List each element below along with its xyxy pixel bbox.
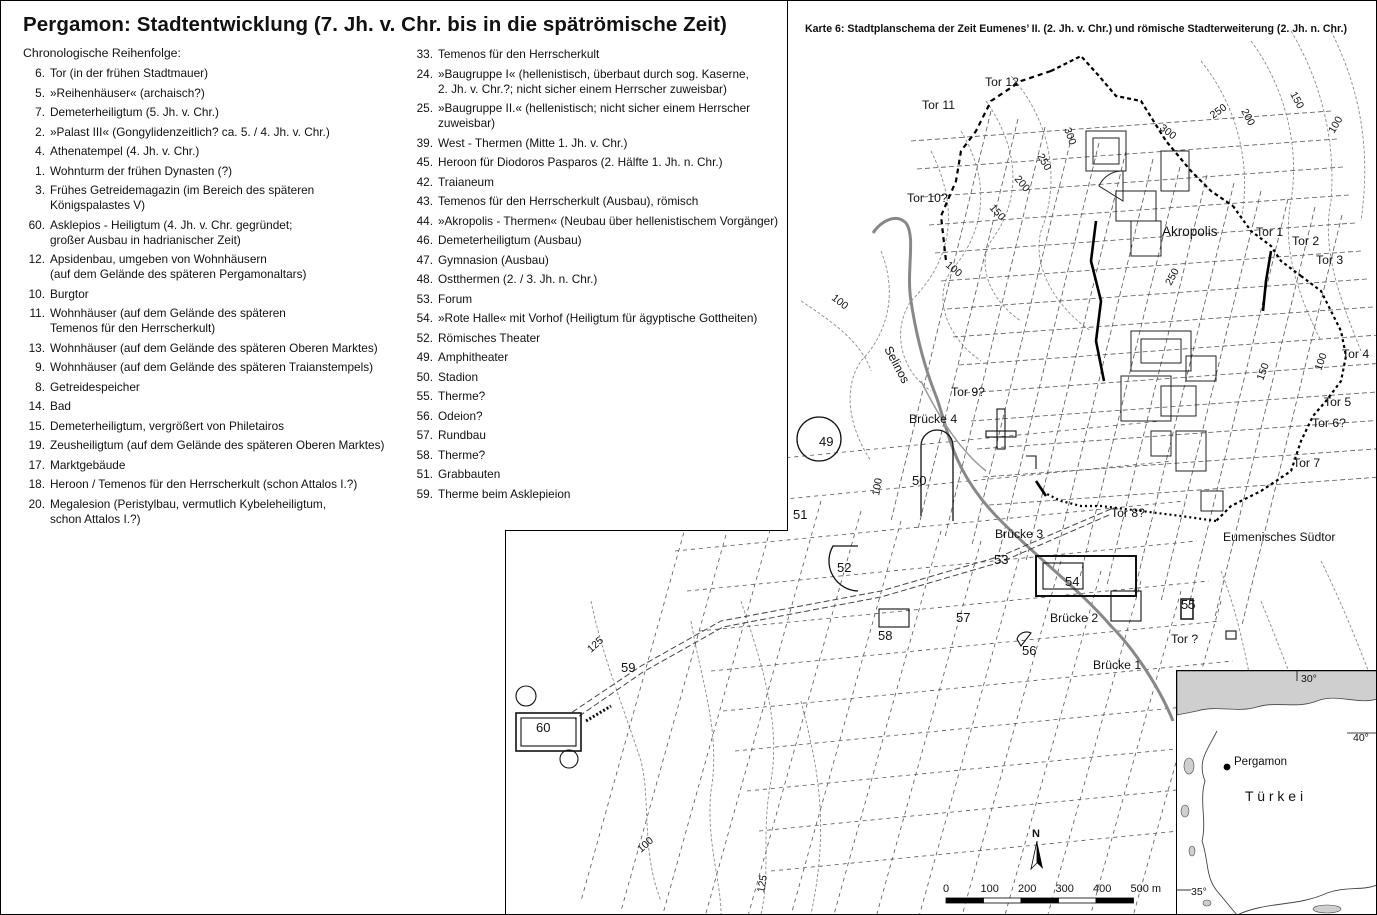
legend-item: [415, 233, 783, 248]
legend-item-number: 42.: [416, 174, 433, 189]
legend-item-text: Asklepios - Heiligtum (4. Jh. v. Chr. gegründet; großer Ausbau in hadrianischer Zeit): [50, 217, 293, 247]
legend-item-text: Therme?: [438, 447, 486, 462]
contour-line: [901, 151, 949, 391]
legend-item-number: 2.: [35, 124, 45, 139]
contour-line: [801, 301, 871, 371]
street-line: [918, 119, 1018, 529]
street-line: [989, 475, 1376, 505]
legend-item: [23, 438, 393, 453]
scale-bar: [943, 883, 1161, 903]
street-line: [699, 581, 1209, 631]
legend-item-number: 17.: [28, 457, 45, 472]
scale-tick-label: 300: [1055, 883, 1074, 895]
legend-item-number: 48.: [416, 272, 433, 286]
legend-item: [23, 419, 393, 434]
legend-item: [415, 136, 783, 151]
tor-5-label: Tor 5: [1324, 395, 1352, 409]
contour-150-b: 150: [986, 201, 1008, 224]
street-line: [711, 621, 1221, 671]
legend-item-number: 51.: [416, 467, 433, 481]
contour-line: [1201, 61, 1245, 221]
page-title: Pergamon: Stadtentwicklung (7. Jh. v. Chr. bis in die spätrömische Zeit): [23, 13, 727, 36]
legend-item-number: 7.: [35, 105, 45, 119]
num-58-label: 58: [878, 628, 893, 643]
legend-item-text: Grabbauten: [438, 467, 501, 481]
legend-item-number: 54.: [416, 311, 433, 325]
contour-line: [801, 701, 821, 914]
legend-item-text: Stadion: [438, 369, 479, 384]
num-50-label: 50: [912, 473, 927, 488]
legend-item-text: Wohnhäuser (auf dem Gelände des späteren Temenos für den Herrscherkult): [50, 306, 286, 335]
bruecke-2-label: Brücke 2: [1050, 611, 1099, 625]
inset-south-coast: [1237, 885, 1377, 915]
legend-item: [415, 47, 783, 62]
map-title: Karte 6: Stadtplanschema der Zeit Eumenes’ II. (2. Jh. v. Chr.) und römische Stadterweiterung (2. Jh. n. Chr.): [805, 23, 1347, 35]
legend-item-number: 56.: [416, 408, 433, 423]
inset-city-label: Pergamon: [1234, 756, 1288, 768]
street-line: [945, 127, 1045, 537]
scale-tick-label: 200: [1018, 883, 1037, 895]
legend-item-text: Gymnasion (Ausbau): [438, 252, 549, 267]
num-55-label: 55: [1181, 597, 1196, 612]
street-line: [1215, 207, 1315, 617]
contour-125-a: 125: [584, 634, 607, 656]
tor-6-label: Tor 6?: [1312, 416, 1346, 430]
inset-coast-north: [1177, 671, 1377, 715]
legend-panel-lower: [1, 530, 506, 914]
tor-2-label: Tor 2: [1292, 234, 1320, 248]
legend-item: [23, 341, 393, 356]
legend-item-number: 33.: [416, 47, 433, 61]
tor-8-label: Tor 8?: [1111, 506, 1145, 520]
legend-item: [415, 101, 783, 131]
legend-item-number: 53.: [416, 291, 433, 306]
legend-item-text: »Palast III« (Gongylidenzeitlich? ca. 5. / 4. Jh. v. Chr.): [50, 124, 330, 139]
contour-line: [691, 621, 721, 914]
contour-200-b: 200: [1011, 173, 1033, 195]
legend-item-text: Traianeum: [438, 174, 494, 189]
street-line: [953, 307, 1373, 337]
street-line: [911, 111, 1331, 141]
legend-item-number: 46.: [416, 233, 433, 247]
legend-item-number: 60.: [28, 217, 45, 232]
num-51-label: 51: [793, 507, 808, 522]
street-line: [1134, 183, 1234, 593]
tor-7-label: Tor 7: [1293, 456, 1321, 470]
scale-segment: [946, 898, 984, 903]
legend-item-text: Amphitheater: [438, 350, 509, 364]
street-line: [891, 111, 991, 521]
eumenisches-suedtor-label: Eumenisches Südtor: [1223, 530, 1336, 544]
legend-item: [23, 380, 393, 395]
legend-item-number: 18.: [28, 477, 45, 491]
tor-10-label: Tor 10?: [907, 191, 948, 205]
legend-item-text: Römisches Theater: [438, 330, 541, 345]
contour-150-a: 150: [1287, 89, 1307, 111]
legend-item-number: 44.: [416, 213, 433, 228]
legend-item-number: 4.: [35, 144, 45, 158]
legend-item-number: 5.: [35, 85, 45, 100]
scale-segment: [1021, 898, 1059, 903]
legend-item: [415, 175, 783, 190]
legend-item-text: »Akropolis - Thermen« (Neubau über hellenistischem Vorgänger): [438, 213, 779, 228]
legend-item-number: 39.: [416, 135, 433, 150]
contour-125-b: 125: [755, 874, 770, 894]
legend-item-text: Rundbau: [438, 428, 486, 442]
legend-item: [23, 360, 393, 375]
legend-item: [415, 428, 783, 443]
street-line: [1026, 151, 1126, 561]
legend-item: [23, 218, 393, 248]
legend-subtitle: Chronologische Reihenfolge:: [23, 46, 181, 60]
legend-item-text: Zeusheiligtum (auf dem Gelände des späteren Oberen Marktes): [50, 438, 385, 452]
legend-item: [415, 409, 783, 424]
contour-250-a: 250: [1207, 101, 1230, 122]
contour-200-a: 200: [1238, 106, 1258, 128]
legend-item: [23, 144, 393, 159]
scale-tick-label: 0: [943, 883, 950, 895]
legend-item: [23, 86, 393, 101]
legend-item: [415, 272, 783, 287]
num-52-label: 52: [837, 560, 852, 575]
legend-item: [415, 389, 783, 404]
scale-tick-label: 500 m: [1130, 883, 1162, 895]
legend-item: [23, 477, 393, 492]
tor-11-label: Tor 11: [922, 98, 955, 112]
street-line: [581, 471, 701, 901]
legend-item-number: 8.: [35, 379, 45, 394]
red-hall-54: [1036, 556, 1136, 596]
legend-item-text: Frühes Getreidemagazin (im Bereich des späteren Königspalastes V): [50, 183, 315, 212]
street-line: [999, 143, 1099, 553]
contour-line: [1251, 41, 1321, 341]
legend-item-text: Demeterheiligtum (Ausbau): [438, 233, 582, 247]
legend-item-text: Wohnhäuser (auf dem Gelände des späteren Traianstempels): [50, 360, 374, 374]
legend-item-number: 9.: [35, 360, 45, 374]
legend-item: [415, 292, 783, 307]
num-53-label: 53: [994, 552, 1009, 567]
contour-100-e: 100: [870, 477, 885, 497]
north-label: N: [1032, 828, 1040, 840]
legend-item: [23, 125, 393, 140]
contour-line: [741, 601, 774, 914]
legend-panel: [1, 1, 788, 531]
legend-item-text: Temenos für den Herrscherkult (Ausbau), römisch: [438, 194, 699, 208]
street-line: [1061, 591, 1181, 914]
num-54-label: 54: [1065, 574, 1080, 589]
inset-svg: [1177, 671, 1377, 915]
legend-item-number: 49.: [416, 350, 433, 364]
bruecke-3-label: Brücke 3: [995, 527, 1044, 541]
street-line: [972, 135, 1072, 545]
legend-item-number: 43.: [416, 194, 433, 208]
tor-unknown-label: Tor ?: [1171, 632, 1199, 646]
legend-item-number: 59.: [416, 486, 433, 501]
scale-segment: [984, 898, 1022, 903]
legend-item-number: 25.: [416, 101, 433, 115]
inset-lon-30: 30°: [1301, 673, 1317, 685]
street-line: [661, 491, 781, 914]
legend-item-text: »Baugruppe II.« (hellenistisch; nicht sicher einem Herrscher zuweisbar): [438, 101, 751, 130]
contour-300-b: 300: [1157, 121, 1179, 143]
legend-item-number: 13.: [28, 340, 45, 355]
legend-item-text: Heroon / Temenos für den Herrscherkult (schon Attalos I.?): [50, 477, 358, 491]
contour-line: [1011, 76, 1091, 331]
legend-item-number: 6.: [35, 66, 45, 80]
scale-tick-label: 400: [1093, 883, 1112, 895]
tor-9-label: Tor 9?: [951, 385, 985, 399]
legend-item: [415, 467, 783, 482]
legend-item-text: Megalesion (Peristylbau, vermutlich Kybeleheiligtum, schon Attalos I.?): [50, 496, 327, 526]
bruecke-1-label: Brücke 1: [1093, 658, 1142, 672]
akropolis-label: Akropolis: [1162, 224, 1218, 239]
legend-item: [23, 252, 393, 282]
legend-item: [23, 399, 393, 414]
legend-item-number: 1.: [35, 163, 45, 178]
bruecke-4-label: Brücke 4: [909, 412, 958, 426]
locator-inset-map: [1176, 670, 1377, 915]
legend-item-number: 10.: [28, 286, 45, 301]
street-line: [687, 541, 1197, 591]
contour-150-c: 150: [1254, 361, 1272, 383]
legend-item-text: Therme beim Asklepieion: [438, 486, 571, 501]
legend-item-number: 57.: [416, 428, 433, 442]
inset-lat-40: 40°: [1353, 732, 1369, 744]
legend-item: [415, 253, 783, 268]
num-57-label: 57: [956, 610, 971, 625]
scale-tick-label: 100: [980, 883, 999, 895]
inset-lat-35: 35°: [1191, 886, 1207, 898]
legend-item: [23, 66, 393, 81]
legend-item: [23, 287, 393, 302]
legend-item-number: 52.: [416, 330, 433, 345]
legend-item-text: Ostthermen (2. / 3. Jh. n. Chr.): [438, 272, 598, 286]
legend-item: [415, 487, 783, 502]
legend-item: [23, 105, 393, 120]
inset-country-label: T ü r k e i: [1245, 788, 1304, 804]
legend-item-text: »Baugruppe I« (hellenistisch, überbaut durch sog. Kaserne, 2. Jh. v. Chr.?; nicht sicher einem Herrscher zuweisbar): [438, 66, 749, 96]
legend-item: [415, 311, 783, 326]
acropolis-buildings: [1086, 131, 1223, 511]
legend-item-text: Wohnturm der frühen Dynasten (?): [50, 163, 233, 178]
contour-100-c: 100: [829, 291, 851, 313]
contour-100-d: 100: [1312, 351, 1330, 373]
legend-item-number: 20.: [28, 496, 45, 511]
legend-item-text: Forum: [438, 291, 473, 306]
legend-item-number: 3.: [35, 183, 45, 197]
legend-item-text: West - Thermen (Mitte 1. Jh. v. Chr.): [438, 135, 628, 150]
legend-item-text: »Reihenhäuser« (archaisch?): [50, 85, 205, 100]
legend-item-number: 12.: [28, 252, 45, 266]
legend-item-text: Marktgebäude: [50, 457, 126, 472]
contour-100-b: 100: [943, 259, 965, 280]
num-49-label: 49: [819, 434, 834, 449]
street-line: [947, 279, 1367, 309]
street-line: [1188, 199, 1288, 609]
scale-segment: [1059, 898, 1097, 903]
legend-item-text: Athenatempel (4. Jh. v. Chr.): [50, 144, 200, 158]
city-wall: [941, 56, 1346, 521]
contour-100-f: 100: [634, 834, 657, 856]
tor-3-label: Tor 3: [1316, 253, 1344, 267]
legend-item: [415, 448, 783, 463]
legend-item: [415, 350, 783, 365]
legend-item-number: 58.: [416, 447, 433, 462]
legend-item-number: 15.: [28, 418, 45, 433]
legend-item: [415, 67, 783, 97]
legend-item-number: 45.: [416, 155, 433, 169]
scale-segment: [1096, 898, 1134, 903]
street-line: [917, 139, 1337, 169]
tor-4-label: Tor 4: [1342, 347, 1370, 361]
legend-item: [415, 370, 783, 385]
legend-item-number: 19.: [28, 438, 45, 452]
selinos-label: Selinos: [881, 343, 913, 386]
legend-item: [23, 164, 393, 179]
legend-item: [415, 331, 783, 346]
legend-item-text: Demeterheiligtum, vergrößert von Philetairos: [50, 418, 285, 433]
legend-item-text: Bad: [50, 399, 71, 413]
north-arrow: [1031, 828, 1043, 869]
legend-item-text: Apsidenbau, umgeben von Wohnhäusern (auf dem Gelände des späteren Pergamonaltars): [50, 252, 307, 281]
num-56-label: 56: [1022, 643, 1037, 658]
legend-item: [23, 306, 393, 336]
legend-item-text: Odeion?: [438, 408, 483, 423]
contour-250-c: 250: [1163, 266, 1182, 288]
legend-item: [23, 183, 393, 213]
legend-item-text: Therme?: [438, 389, 486, 403]
legend-item-number: 47.: [416, 252, 433, 267]
legend-item-number: 50.: [416, 369, 433, 384]
legend-item-number: 55.: [416, 389, 433, 403]
legend-item-text: Wohnhäuser (auf dem Gelände des späteren Oberen Marktes): [50, 340, 378, 355]
legend-item: [415, 194, 783, 209]
inset-pergamon-dot: [1224, 764, 1231, 771]
legend-item-number: 24.: [416, 66, 433, 81]
contour-250-b: 250: [1034, 151, 1054, 173]
contour-line: [943, 131, 981, 361]
legend-item-text: Getreidespeicher: [50, 379, 140, 394]
legend-list-right: [415, 47, 783, 506]
contour-300-a: 300: [1061, 125, 1079, 147]
legend-item-text: Burgtor: [50, 286, 89, 301]
contour-line: [850, 251, 889, 461]
contour-100-a: 100: [1326, 114, 1346, 136]
legend-item-text: Demeterheiligtum (5. Jh. v. Chr.): [50, 105, 219, 119]
street-line: [901, 551, 1021, 914]
legend-item-number: 14.: [28, 399, 45, 413]
legend-item: [415, 155, 783, 170]
legend-item: [23, 458, 393, 473]
num-59-label: 59: [621, 660, 636, 675]
legend-item-text: Heroon für Diodoros Pasparos (2. Hälfte 1. Jh. n. Chr.): [438, 155, 723, 169]
legend-item-text: Tor (in der frühen Stadtmauer): [50, 66, 209, 80]
num-60-label: 60: [536, 720, 551, 735]
street-line: [923, 167, 1343, 197]
tor-1-label: Tor 1: [1256, 225, 1284, 239]
legend-item-text: Temenos für den Herrscherkult: [438, 47, 600, 61]
legend-item-text: »Rote Halle« mit Vorhof (Heiligtum für ägyptische Gottheiten): [438, 311, 758, 325]
inset-aegean-coast: [1202, 731, 1237, 915]
legend-item: [23, 497, 393, 527]
legend-item: [415, 214, 783, 229]
tor-12-label: Tor 12: [985, 75, 1019, 89]
legend-item-number: 11.: [29, 306, 45, 320]
